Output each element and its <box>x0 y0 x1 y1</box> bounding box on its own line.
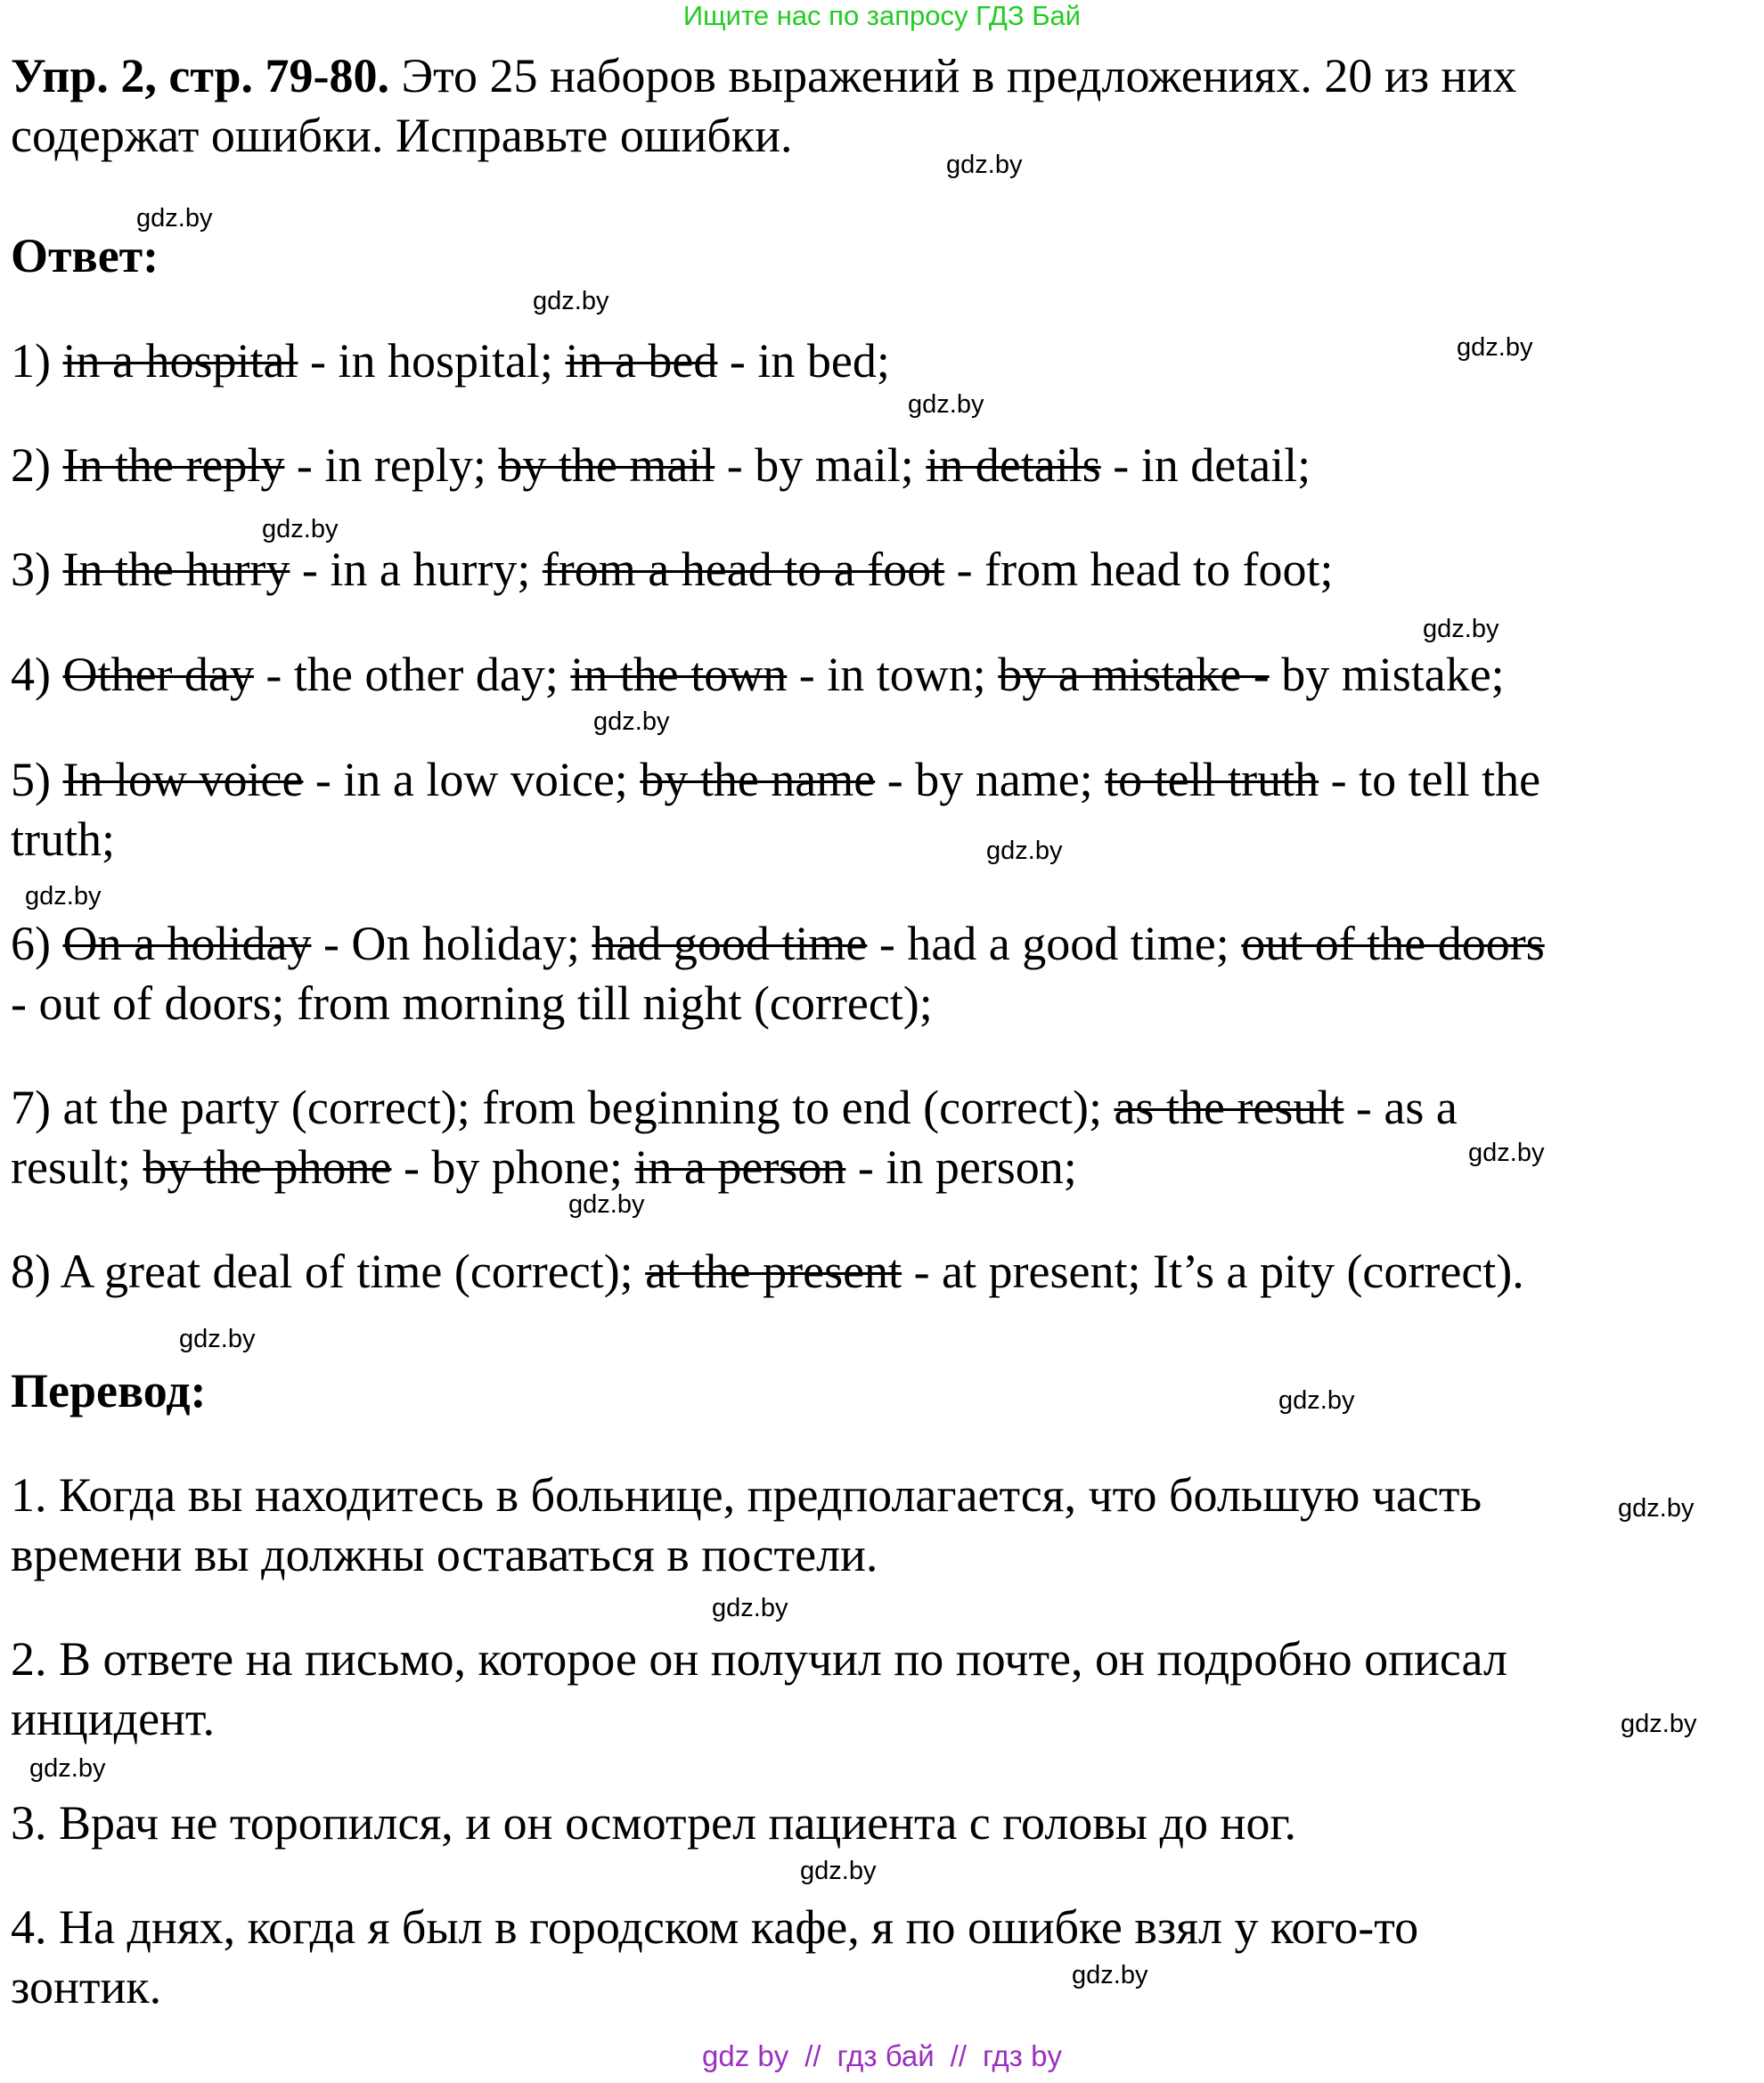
translation-heading: Перевод: <box>11 1364 207 1417</box>
translation-4-line-2: зонтик. <box>11 1960 162 2014</box>
answer-5-line-2: truth; <box>11 813 115 866</box>
translation-3-line-1: 3. Врач не торопился, и он осмотрел пациента с головы до ног. <box>11 1796 1296 1850</box>
answer-number: 3) <box>11 543 51 596</box>
correct-phrase: 8) A great deal of time (correct); <box>11 1245 646 1298</box>
watermark: gdz.by <box>1457 333 1533 362</box>
wrong-phrase: had good time <box>592 917 868 970</box>
watermark: gdz.by <box>593 707 670 736</box>
correct-phrase: 7) at the party (correct); from beginning to end (correct); <box>11 1081 1115 1134</box>
exercise-line-2: содержат ошибки. Исправьте ошибки. <box>11 109 793 162</box>
wrong-phrase: In the hurry <box>62 543 290 596</box>
footer-link-gdz-bai[interactable]: гдз бай <box>837 2039 935 2072</box>
answer-4 <box>11 645 1730 705</box>
answer-number: 6) <box>11 917 51 970</box>
footer-link-gdz-by-cyr[interactable]: гдз by <box>983 2039 1062 2072</box>
wrong-phrase: out of the doors <box>1241 917 1545 970</box>
exercise-text-1: Это 25 наборов выражений в предложениях. 20 из них <box>401 49 1517 102</box>
translation-1-line-1: 1. Когда вы находитесь в больнице, предполагается, что большую часть <box>11 1468 1482 1522</box>
correct-phrase: - at present; It’s a pity (correct). <box>902 1245 1524 1298</box>
watermark: gdz.by <box>908 390 984 419</box>
correct-phrase: - to tell the <box>1319 753 1541 806</box>
watermark: gdz.by <box>179 1325 256 1353</box>
wrong-phrase: On a holiday <box>62 917 312 970</box>
watermark: gdz.by <box>1468 1139 1545 1167</box>
wrong-phrase: in the town <box>570 648 788 701</box>
wrong-phrase: from a head to a foot <box>542 543 945 596</box>
wrong-phrase: in a person <box>634 1140 846 1194</box>
watermark: gdz.by <box>568 1190 645 1219</box>
correct-phrase: - in hospital; <box>298 334 566 388</box>
correct-phrase: - in town; <box>787 648 999 701</box>
wrong-phrase: Other day <box>62 648 254 701</box>
watermark: gdz.by <box>1618 1494 1695 1523</box>
correct-phrase: - by mail; <box>715 438 927 492</box>
answer-number: 2) <box>11 438 51 492</box>
correct-phrase: - by phone; <box>391 1140 635 1194</box>
answer-number: 1) <box>11 334 51 388</box>
correct-phrase: - On holiday; <box>311 917 592 970</box>
correct-phrase: - in a low voice; <box>303 753 641 806</box>
answer-6 <box>11 914 1730 974</box>
wrong-phrase: in details <box>926 438 1101 492</box>
answer-number: 5) <box>11 753 51 806</box>
correct-phrase: by mistake; <box>1269 648 1505 701</box>
answer-8 <box>11 1242 1730 1302</box>
translation-4-line-1: 4. На днях, когда я был в городском кафе, я по ошибке взял у кого-то <box>11 1900 1419 1954</box>
correct-phrase: - in person; <box>845 1140 1077 1194</box>
answer-heading: Ответ: <box>11 229 159 282</box>
watermark: gdz.by <box>262 515 339 543</box>
translation-2-line-1: 2. В ответе на письмо, которое он получил по почте, он подробно описал <box>11 1632 1507 1686</box>
answer-7 <box>11 1078 1730 1138</box>
translation-2-line-2: инцидент. <box>11 1692 215 1745</box>
watermark: gdz.by <box>1278 1386 1355 1415</box>
exercise-line-1 <box>11 46 1730 106</box>
exercise-label: Упр. 2, стр. 79-80. <box>11 49 390 102</box>
translation-1-line-2: времени вы должны оставаться в постели. <box>11 1528 878 1581</box>
correct-phrase: - the other day; <box>253 648 571 701</box>
answer-number: 4) <box>11 648 51 701</box>
wrong-phrase: by the name <box>640 753 876 806</box>
watermark: gdz.by <box>800 1857 877 1885</box>
footer <box>0 2038 1764 2074</box>
footer-separator: // <box>950 2039 967 2072</box>
wrong-phrase: by the mail <box>498 438 715 492</box>
answer-3 <box>11 540 1730 600</box>
correct-phrase: - by name; <box>875 753 1106 806</box>
answer-2 <box>11 436 1730 495</box>
wrong-phrase: to tell truth <box>1105 753 1319 806</box>
wrong-phrase: by a mistake - <box>998 648 1270 701</box>
watermark: gdz.by <box>1423 615 1499 643</box>
watermark: gdz.by <box>1072 1961 1148 1989</box>
correct-phrase: - in bed; <box>717 334 890 388</box>
watermark: gdz.by <box>533 287 609 315</box>
correct-phrase: result; <box>11 1140 143 1194</box>
watermark: gdz.by <box>1621 1710 1697 1738</box>
wrong-phrase: as the result <box>1114 1081 1344 1134</box>
wrong-phrase: In low voice <box>62 753 304 806</box>
wrong-phrase: In the reply <box>62 438 285 492</box>
answer-6-line-2: - out of doors; from morning till night (correct); <box>11 976 933 1030</box>
answer-5 <box>11 750 1730 810</box>
correct-phrase: - in detail; <box>1100 438 1311 492</box>
watermark: gdz.by <box>29 1754 106 1783</box>
watermark: gdz.by <box>25 882 102 911</box>
footer-link-gdz-by[interactable]: gdz by <box>702 2039 789 2072</box>
watermark: gdz.by <box>986 837 1063 865</box>
watermark: gdz.by <box>712 1594 788 1622</box>
footer-separator: // <box>804 2039 821 2072</box>
correct-phrase: - in reply; <box>284 438 499 492</box>
wrong-phrase: by the phone <box>143 1140 392 1194</box>
watermark: gdz.by <box>136 204 213 233</box>
correct-phrase: - from head to foot; <box>944 543 1334 596</box>
wrong-phrase: at the present <box>645 1245 902 1298</box>
correct-phrase: - in a hurry; <box>290 543 543 596</box>
top-banner: Ищите нас по запросу ГДЗ Бай <box>682 0 1082 31</box>
correct-phrase: - had a good time; <box>867 917 1242 970</box>
correct-phrase: - as a <box>1343 1081 1458 1134</box>
watermark: gdz.by <box>946 151 1023 179</box>
wrong-phrase: in a hospital <box>62 334 298 388</box>
wrong-phrase: in a bed <box>565 334 718 388</box>
